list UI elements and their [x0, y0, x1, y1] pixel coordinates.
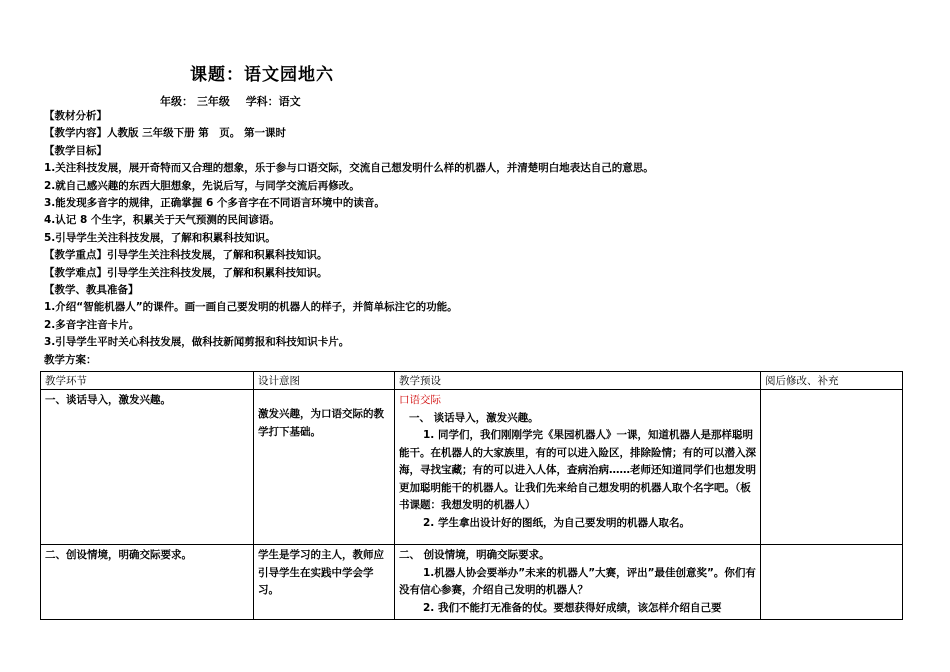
column-header-plan: 教学预设 — [395, 372, 761, 390]
section-analysis: 【教材分析】 — [44, 110, 107, 122]
plan-paragraph: 1.机器人协会要举办”未来的机器人”大赛，评出”最佳创意奖”。你们有没有信心参赛，介绍自己发明的机器人？ — [399, 566, 756, 596]
teaching-plan-table — [40, 371, 903, 620]
section-key-point: 【教学重点】引导学生关注科技发展，了解和积累科技知识。 — [44, 249, 328, 262]
section-label: 口语交际 — [399, 394, 441, 406]
column-header-stage: 教学环节 — [41, 372, 254, 390]
section-content: 【教学内容】人教版 三年级下册 第 页。 第一课时 — [44, 127, 286, 140]
subject-label: 学科：语文 — [245, 95, 301, 108]
goal-item: 5.引导学生关注科技发展，了解和积累科技知识。 — [44, 231, 276, 244]
section-difficulty: 【教学难点】引导学生关注科技发展，了解和积累科技知识。 — [44, 266, 328, 279]
plan-heading: 教学方案： — [44, 353, 97, 366]
plan-paragraph: 2. 学生拿出设计好的图纸，为自己要发明的机器人取名。 — [423, 516, 690, 529]
goal-item: 1.关注科技发展，展开奇特而又合理的想象，乐于参与口语交际，交流自己想发明什么样的机器人，并清楚明白地表达自己的意思。 — [44, 162, 654, 175]
table-header-row — [41, 372, 903, 390]
prep-item: 2.多音字注音卡片。 — [44, 318, 140, 331]
column-header-intent: 设计意图 — [254, 372, 395, 390]
table-row — [41, 390, 903, 545]
cell-intent: 激发兴趣，为口语交际的教学打下基础。 — [254, 390, 395, 545]
page-title: 课题：语文园地六 — [190, 65, 334, 85]
cell-notes — [761, 545, 903, 620]
prep-item: 3.引导学生平时关心科技发展，做科技新闻剪报和科技知识卡片。 — [44, 336, 350, 349]
plan-paragraph: 1. 同学们，我们刚刚学完《果园机器人》一课，知道机器人是那样聪明能干。在机器人的大家族里，有的可以进入险区，排除险情；有的可以潜入深海，寻找宝藏；有的可以进入人体，查病治病……老师还知道同学们也想发明更加聪明能干的机器人。让我们先来给自己想发明的机器人取个名字吧。（板书课题：我想发明的机器人） — [399, 429, 756, 511]
prep-item: 1.介绍“智能机器人”的课件。画一画自己要发明的机器人的样子，并简单标注它的功能。 — [44, 301, 458, 314]
goal-item: 3.能发现多音字的规律，正确掌握 6 个多音字在不同语言环境中的读音。 — [44, 197, 385, 210]
plan-heading: 一、 谈话导入，激发兴趣。 — [409, 411, 539, 424]
plan-paragraph: 2. 我们不能打无准备的仗。要想获得好成绩，该怎样介绍自己要 — [423, 601, 722, 614]
grade-subject-line — [160, 93, 313, 109]
cell-notes — [761, 390, 903, 545]
cell-stage: 一、谈话导入，激发兴趣。 — [41, 390, 254, 545]
table-row — [41, 545, 903, 620]
goal-item: 2.就自己感兴趣的东西大胆想象，先说后写，与同学交流后再修改。 — [44, 179, 360, 192]
section-goals: 【教学目标】 — [44, 144, 107, 157]
cell-intent: 学生是学习的主人，教师应引导学生在实践中学会学习。 — [254, 545, 395, 620]
plan-heading: 二、 创设情境，明确交际要求。 — [399, 549, 550, 561]
column-header-notes: 阅后修改、补充 — [761, 372, 903, 390]
cell-plan — [395, 545, 761, 620]
cell-plan — [395, 390, 761, 545]
lesson-outline — [44, 108, 904, 369]
section-preparation: 【教学、教具准备】 — [44, 284, 139, 297]
goal-item: 4.认记 8 个生字，积累关于天气预测的民间谚语。 — [44, 214, 280, 227]
cell-stage: 二、创设情境，明确交际要求。 — [41, 545, 254, 620]
grade-label: 年级： 三年级 — [160, 95, 230, 108]
